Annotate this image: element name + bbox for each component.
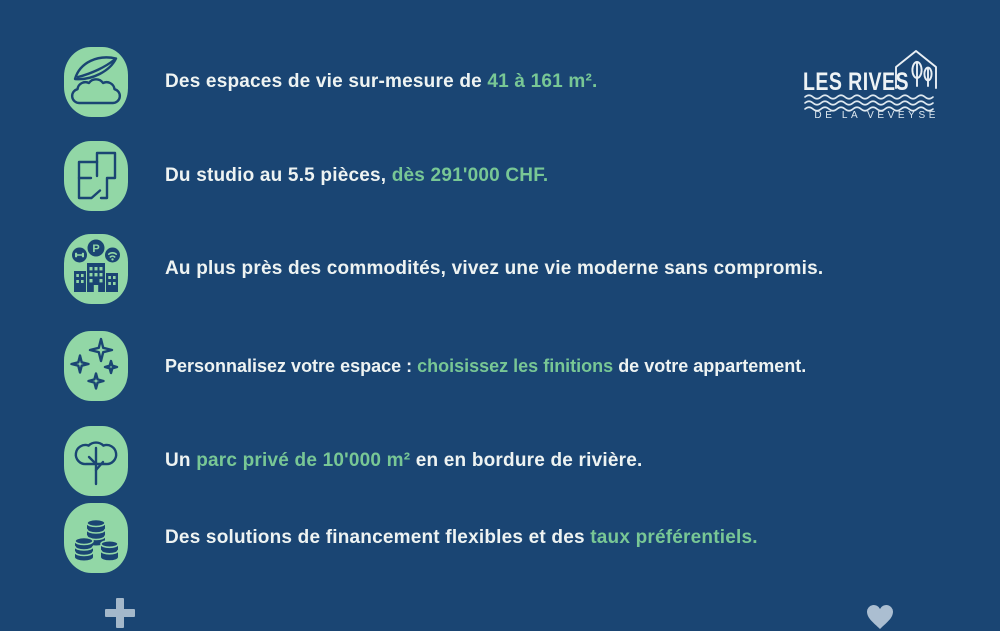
feature-text	[165, 450, 642, 472]
feather-cloud-icon	[64, 47, 128, 117]
feature-text-segment: Des solutions de financement flexibles et des	[165, 527, 591, 548]
tree-icon	[64, 426, 128, 496]
heart-icon[interactable]	[864, 601, 896, 631]
sparkles-icon	[64, 331, 128, 401]
floorplan-icon	[64, 141, 128, 211]
svg-text:P: P	[92, 243, 100, 255]
feature-text	[165, 258, 823, 280]
brand-title: LES RIVES	[803, 66, 909, 96]
feature-text	[165, 356, 806, 377]
feature-text-segment: Personnalisez votre espace :	[165, 355, 418, 376]
feature-row	[64, 326, 806, 406]
city-amenities-icon	[64, 234, 128, 304]
feature-text	[165, 527, 758, 549]
feature-row	[64, 498, 758, 578]
feature-text-segment: Un	[165, 450, 197, 471]
feature-text-segment: Au plus près des commodités, vivez une vie moderne sans compromis.	[165, 258, 824, 279]
feature-row	[64, 42, 598, 122]
feature-text-segment: Des espaces de vie sur-mesure de	[165, 71, 488, 92]
feature-text-segment: parc privé de 10'000 m²	[196, 450, 411, 471]
feature-text-segment: choisissez les finitions	[417, 355, 614, 376]
plus-icon[interactable]	[104, 597, 136, 629]
feature-text-segment: taux préférentiels.	[590, 527, 758, 548]
feature-text-segment: Du studio au 5.5 pièces,	[165, 165, 392, 186]
feature-row	[64, 229, 823, 309]
feature-row	[64, 421, 642, 501]
brand-logo	[803, 46, 939, 128]
feature-text	[165, 165, 548, 187]
coins-icon	[64, 503, 128, 573]
feature-row	[64, 136, 548, 216]
brand-subtitle: DE LA VEVEYSE	[814, 110, 939, 121]
feature-text	[165, 71, 598, 93]
feature-text-segment: 41 à 161 m².	[487, 71, 598, 92]
feature-text-segment: de votre appartement.	[613, 355, 807, 376]
feature-text-segment: en en bordure de rivière.	[410, 450, 643, 471]
feature-text-segment: dès 291'000 CHF.	[391, 165, 549, 186]
house-with-trees-icon	[889, 46, 941, 96]
